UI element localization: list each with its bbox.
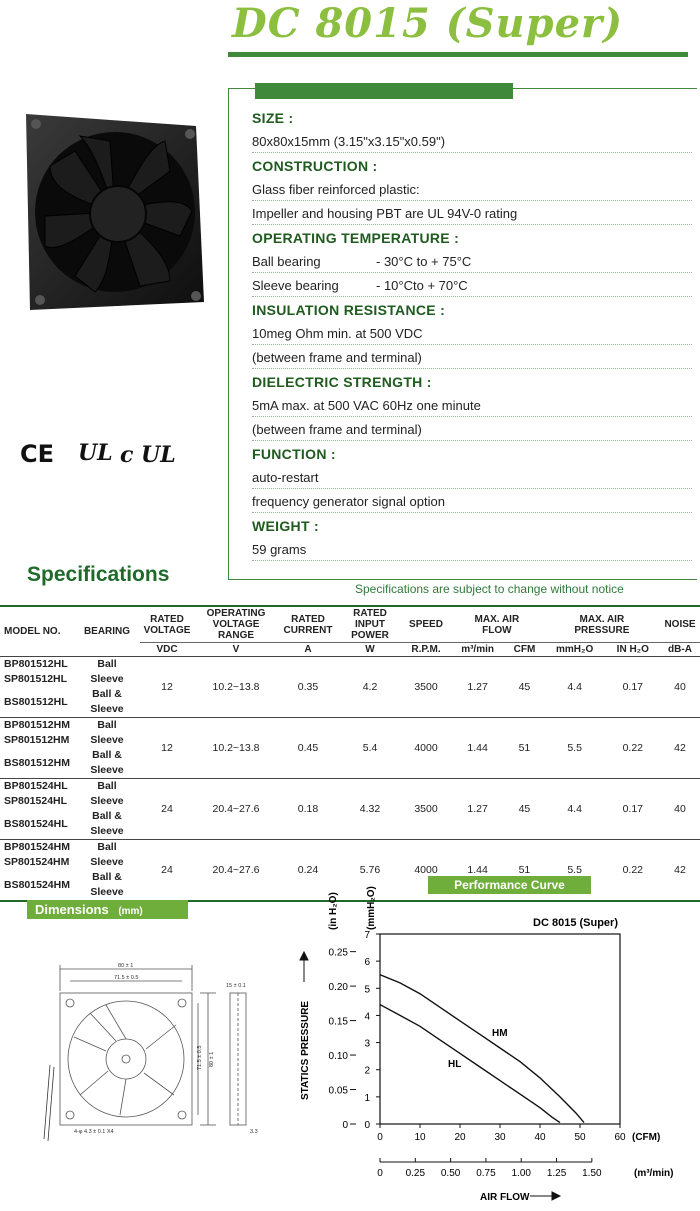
model-cell: BS801512HM <box>4 756 70 769</box>
model-cell: BP801512HM <box>4 719 70 731</box>
value-cell: 20.4~27.6 <box>212 863 260 876</box>
bearing-cell: Ball <box>97 780 117 792</box>
x-tick-label-m3: 0.75 <box>476 1168 496 1179</box>
spec-line-value: - 30°C to + 75°C <box>376 254 472 269</box>
value-cell: 0.35 <box>297 680 319 693</box>
dotted-rule <box>252 224 692 225</box>
spec-line: auto-restart <box>252 470 319 485</box>
bearing-cell: Sleeve <box>90 673 124 685</box>
value-cell: 42 <box>674 863 686 876</box>
chart-title: DC 8015 (Super) <box>533 917 618 929</box>
y-tick-label-in: 0.20 <box>328 982 348 994</box>
value-cell: 24 <box>161 863 173 876</box>
y-arrow-icon <box>300 952 308 982</box>
unit-cell: dB-A <box>660 643 700 657</box>
spec-panel-tab <box>255 83 513 99</box>
dim-label: 80 ± 1 <box>209 1051 215 1067</box>
value-cell: 0.17 <box>622 680 643 693</box>
table-row <box>0 779 700 795</box>
dim-label: 71.5 ± 0.5 <box>197 1045 203 1070</box>
y-axis-title: STATICS PRESSURE <box>300 1000 311 1100</box>
y-tick-label-in: 0.15 <box>328 1016 348 1028</box>
table-header-row <box>0 606 700 643</box>
spec-line-label: Sleeve bearing <box>252 278 339 293</box>
specifications-table <box>0 605 700 902</box>
header-rated-power: RATED INPUT POWER <box>351 608 389 641</box>
value-cell: 42 <box>674 741 686 754</box>
spec-line: Impeller and housing PBT are UL 94V-0 rating <box>252 206 518 221</box>
x-tick-label-m3: 1.50 <box>582 1168 602 1179</box>
value-cell: 24 <box>161 802 173 815</box>
bearing-cell: Ball & Sleeve <box>90 688 124 715</box>
value-cell: 12 <box>161 741 173 754</box>
header-rated-voltage: RATED VOLTAGE <box>143 613 191 636</box>
y-tick-label-mm: 2 <box>364 1065 370 1077</box>
y-tick-label-in: 0.05 <box>328 1085 348 1097</box>
title-rule <box>228 52 688 57</box>
header-pressure: MAX. AIR PRESSURE <box>574 613 630 636</box>
spec-line: (between frame and terminal) <box>252 422 422 437</box>
value-cell: 3500 <box>414 680 438 693</box>
fan-product-image <box>20 106 204 312</box>
value-cell: 40 <box>674 680 686 693</box>
series-line-hm <box>380 975 584 1123</box>
model-cell: BP801512HL <box>4 658 68 670</box>
ce-mark-text: CE <box>20 440 55 468</box>
dotted-rule <box>252 368 692 369</box>
value-cell: 5.5 <box>567 741 582 754</box>
header-air-flow: MAX. AIR FLOW <box>474 613 520 636</box>
spec-line: 80x80x15mm (3.15"x3.15"x0.59") <box>252 134 446 149</box>
y-tick-label-mm: 0 <box>364 1120 370 1131</box>
header-rated-current: RATED CURRENT <box>283 613 333 636</box>
model-cell: BP801524HL <box>4 780 68 792</box>
specifications-note: Specifications are subject to change without notice <box>355 582 624 596</box>
y-tick-label-mm: 5 <box>364 984 370 996</box>
unit-cell: R.P.M. <box>402 643 450 657</box>
spec-line: 5mA max. at 500 VAC 60Hz one minute <box>252 398 481 413</box>
y-unit-mm: (mmH₂O) <box>366 886 377 930</box>
x-tick-label-cfm: 60 <box>614 1132 626 1143</box>
value-cell: 10.2~13.8 <box>212 741 260 754</box>
spec-line: frequency generator signal option <box>252 494 445 509</box>
unit-cell: m³/min <box>450 643 505 657</box>
value-cell: 0.18 <box>297 802 319 815</box>
value-cell: 4000 <box>414 741 438 754</box>
performance-chart <box>290 870 695 1206</box>
spec-line: Glass fiber reinforced plastic: <box>252 182 420 197</box>
bearing-cell: Ball & Sleeve <box>90 871 124 898</box>
ul-mark-text: UL <box>78 440 113 466</box>
spec-section-heading: OPERATING TEMPERATURE : <box>252 230 460 246</box>
value-cell: 1.27 <box>467 802 488 815</box>
header-speed: SPEED <box>409 619 443 630</box>
spec-section-heading: WEIGHT : <box>252 518 319 534</box>
cul-mark-text: c UL <box>120 442 176 468</box>
bearing-cell: Sleeve <box>90 734 124 746</box>
dotted-rule <box>252 296 692 297</box>
ce-mark-icon <box>20 440 54 468</box>
value-cell: 0.45 <box>297 741 319 754</box>
model-cell: BP801524HM <box>4 841 70 853</box>
value-cell: 1.27 <box>467 680 488 693</box>
x-tick-label-cfm: 50 <box>574 1132 586 1143</box>
bearing-cell: Sleeve <box>90 795 124 807</box>
y-tick-label-mm: 3 <box>364 1038 370 1050</box>
dotted-rule <box>252 560 692 561</box>
ul-mark-icon <box>78 440 113 466</box>
header-operating-voltage: OPERATING VOLTAGE RANGE <box>206 608 266 641</box>
x-tick-label-m3: 0 <box>377 1168 383 1179</box>
bearing-cell: Ball <box>97 658 117 670</box>
model-cell: SP801512HL <box>4 673 68 685</box>
unit-cell: V <box>194 643 278 657</box>
value-cell: 0.24 <box>297 863 319 876</box>
x-tick-label-cfm: 30 <box>494 1132 506 1143</box>
table-row <box>0 718 700 734</box>
dim-label: 3.3 <box>250 1129 258 1135</box>
model-cell: BS801524HL <box>4 817 68 830</box>
spec-line-label: Ball bearing <box>252 254 321 269</box>
x-tick-label-cfm: 10 <box>414 1132 426 1143</box>
y-tick-label-mm: 1 <box>364 1092 370 1104</box>
dotted-rule <box>252 488 692 489</box>
series-label-hm: HM <box>492 1028 508 1039</box>
dim-label: 4-φ 4.3 ± 0.1 X4 <box>74 1129 114 1135</box>
value-cell: 45 <box>518 680 531 693</box>
value-cell: 51 <box>518 863 531 876</box>
x-unit-cfm: (CFM) <box>632 1132 661 1143</box>
cul-mark-icon <box>120 442 176 468</box>
y-tick-label-mm: 6 <box>364 957 370 969</box>
table-row <box>0 840 700 856</box>
value-cell: 5.4 <box>362 741 378 754</box>
bearing-cell: Ball & Sleeve <box>90 749 124 776</box>
dim-label: 80 ± 1 <box>118 963 134 969</box>
table-row <box>0 657 700 673</box>
series-line-hl <box>380 1005 560 1123</box>
y-tick-label-in: 0.10 <box>328 1051 348 1063</box>
model-cell: SP801524HL <box>4 795 68 807</box>
value-cell: 51 <box>518 741 531 754</box>
page-title: DC 8015 (Super) <box>232 0 624 47</box>
spec-section-heading: FUNCTION : <box>252 446 336 462</box>
spec-section-heading: CONSTRUCTION : <box>252 158 378 174</box>
dimensions-drawing <box>30 955 275 1145</box>
x-unit-m3: (m³/min) <box>634 1168 674 1179</box>
value-cell: 40 <box>674 802 686 815</box>
value-cell: 4.2 <box>362 680 378 693</box>
unit-cell: CFM <box>505 643 544 657</box>
value-cell: 4000 <box>414 863 438 876</box>
value-cell: 12 <box>161 680 173 693</box>
unit-cell: W <box>338 643 402 657</box>
x-tick-label-m3: 1.00 <box>511 1168 531 1179</box>
x-axis-title: AIR FLOW <box>480 1192 530 1203</box>
spec-section-heading: DIELECTRIC STRENGTH : <box>252 374 432 390</box>
unit-cell: IN H₂O <box>606 643 660 657</box>
bearing-cell: Sleeve <box>90 856 124 868</box>
dotted-rule <box>252 512 692 513</box>
spec-section-heading: INSULATION RESISTANCE : <box>252 302 446 318</box>
model-cell: BS801524HM <box>4 878 70 891</box>
value-cell: 0.22 <box>622 863 643 876</box>
x-tick-label-m3: 0.50 <box>440 1168 461 1179</box>
dotted-rule <box>252 152 692 153</box>
dimensions-unit: (mm) <box>118 906 143 917</box>
value-cell: 4.4 <box>567 802 582 815</box>
bearing-cell: Ball <box>97 841 117 853</box>
x-tick-label-cfm: 40 <box>534 1132 546 1143</box>
specifications-heading: Specifications <box>27 563 170 586</box>
model-cell: SP801524HM <box>4 856 70 868</box>
value-cell: 1.44 <box>467 863 488 876</box>
x-tick-label-cfm: 20 <box>454 1132 466 1143</box>
dotted-rule <box>252 440 692 441</box>
bearing-cell: Ball <box>97 719 117 731</box>
value-cell: 0.17 <box>622 802 643 815</box>
y-tick-label-mm: 7 <box>364 930 370 941</box>
spec-line: (between frame and terminal) <box>252 350 422 365</box>
x-arrow-icon <box>530 1192 560 1200</box>
model-cell: BS801512HL <box>4 695 68 708</box>
value-cell: 0.22 <box>622 741 643 754</box>
spec-line: 59 grams <box>252 542 307 557</box>
unit-cell: A <box>278 643 338 657</box>
header-model: MODEL NO. <box>4 626 61 637</box>
unit-cell: VDC <box>140 643 194 657</box>
value-cell: 5.5 <box>567 863 582 876</box>
dotted-rule <box>252 416 692 417</box>
value-cell: 20.4~27.6 <box>212 802 260 815</box>
value-cell: 4.32 <box>359 802 381 815</box>
header-bearing: BEARING <box>83 626 131 637</box>
dimensions-badge <box>27 900 188 919</box>
y-tick-label-mm: 4 <box>364 1011 370 1023</box>
header-noise: NOISE <box>664 619 696 630</box>
unit-cell: mmH₂O <box>544 643 606 657</box>
y-unit-in: (in H₂O) <box>328 892 339 930</box>
bearing-cell: Ball & Sleeve <box>90 810 124 837</box>
dotted-rule <box>252 344 692 345</box>
model-cell: SP801512HM <box>4 734 70 746</box>
x-tick-label-m3: 0.25 <box>405 1168 426 1179</box>
spec-section-heading: SIZE : <box>252 110 294 126</box>
value-cell: 1.44 <box>467 741 488 754</box>
dotted-rule <box>252 272 692 273</box>
table-body <box>0 657 700 902</box>
dim-label: 71.5 ± 0.5 <box>114 975 139 981</box>
x-tick-label-m3: 1.25 <box>546 1168 567 1179</box>
y-tick-label-in: 0 <box>342 1120 348 1131</box>
y-tick-label-in: 0.25 <box>328 947 348 959</box>
value-cell: 4.4 <box>567 680 582 693</box>
x-tick-label-cfm: 0 <box>377 1132 383 1143</box>
spec-line-value: - 10°Cto + 70°C <box>376 278 468 293</box>
dimensions-badge-label: Dimensions <box>35 902 109 917</box>
value-cell: 45 <box>518 802 531 815</box>
dotted-rule <box>252 200 692 201</box>
value-cell: 3500 <box>414 802 438 815</box>
performance-curve-badge: Performance Curve <box>428 876 591 894</box>
value-cell: 5.76 <box>359 863 381 876</box>
dim-label: 15 ± 0.1 <box>226 983 246 989</box>
spec-line: 10meg Ohm min. at 500 VDC <box>252 326 423 341</box>
series-label-hl: HL <box>448 1059 462 1070</box>
certification-logos <box>20 438 176 468</box>
value-cell: 10.2~13.8 <box>212 680 260 693</box>
